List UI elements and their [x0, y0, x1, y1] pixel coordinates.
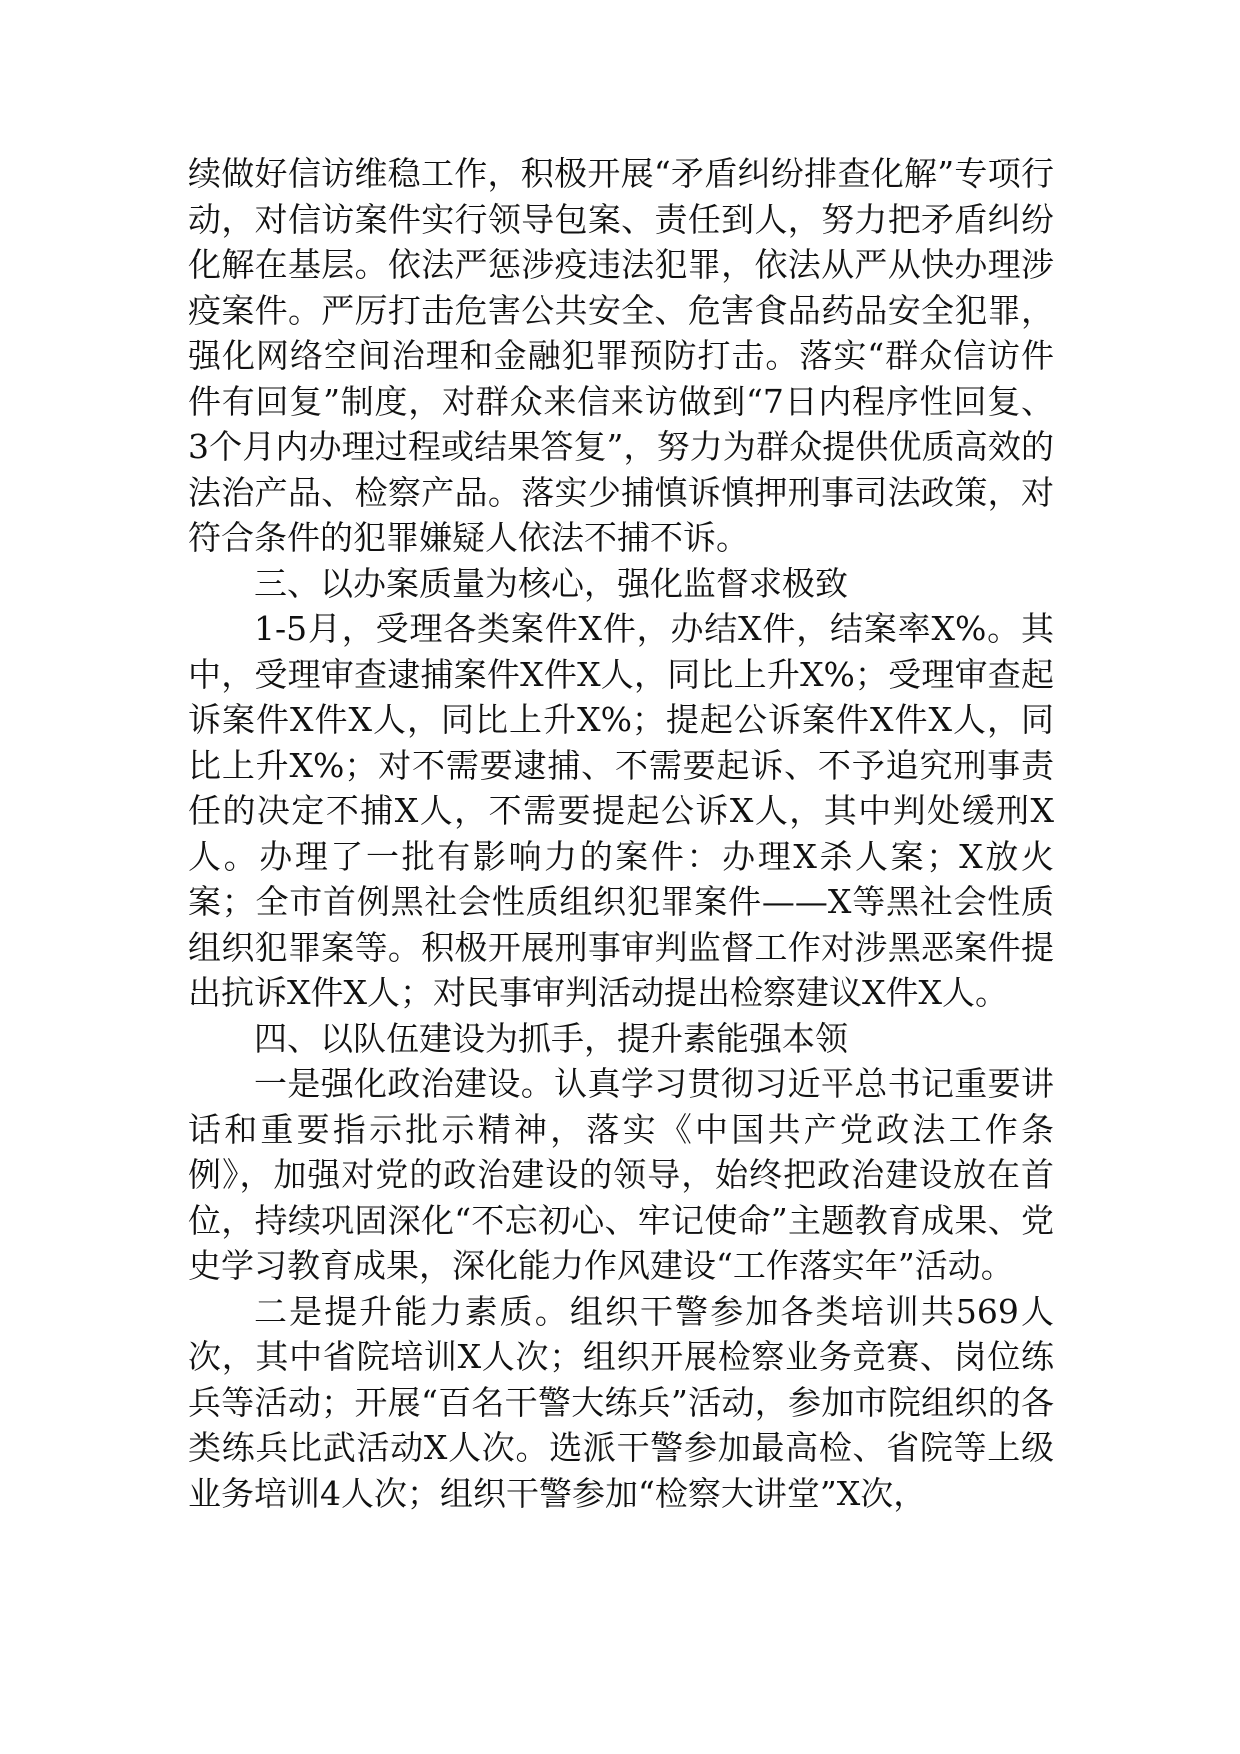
paragraph-capability-training: 二是提升能力素质。组织干警参加各类培训共569人次，其中省院培训X人次；组织开展检察业务竞赛、岗位练兵等活动；开展“百名干警大练兵”活动，参加市院组织的各类练兵比武活动X人次。选派干警参加最高检、省院等上级业务培训4人次；组织干警参加“检察大讲堂”X次，	[188, 1291, 1054, 1513]
paragraph-petition-work: 续做好信访维稳工作，积极开展“矛盾纠纷排查化解”专项行动，对信访案件实行领导包案、责任到人，努力把矛盾纠纷化解在基层。依法严惩涉疫违法犯罪，依法从严从快办理涉疫案件。严厉打击危害公共安全、危害食品药品安全犯罪，强化网络空间治理和金融犯罪预防打击。落实“群众信访件件有回复”制度，对群众来信来访做到“7日内程序性回复、3个月内办理过程或结果答复”，努力为群众提供优质高效的法治产品、检察产品。落实少捕慎诉慎押刑事司法政策，对符合条件的犯罪嫌疑人依法不捕不诉。	[188, 154, 1054, 557]
section-heading-case-quality: 三、以办案质量为核心，强化监督求极致	[254, 563, 848, 603]
section-heading-team-building: 四、以队伍建设为抓手，提升素能强本领	[254, 1018, 848, 1058]
paragraph-case-statistics: 1-5月，受理各类案件X件，办结X件，结案率X%。其中，受理审查逮捕案件X件X人，同比上升X%；受理审查起诉案件X件X人，同比上升X%；提起公诉案件X件X人，同比上升X%；对不需要逮捕、不需要起诉、不予追究刑事责任的决定不捕X人，不需要提起公诉X人，其中判处缓刑X人。办理了一批有影响力的案件：办理X杀人案；X放火案；全市首例黑社会性质组织犯罪案件——X等黑社会性质组织犯罪案等。积极开展刑事审判监督工作对涉黑恶案件提出抗诉X件X人；对民事审判活动提出检察建议X件X人。	[188, 609, 1054, 1012]
document-body	[188, 151, 1054, 1516]
paragraph-political-building: 一是强化政治建设。认真学习贯彻习近平总书记重要讲话和重要指示批示精神，落实《中国共产党政法工作条例》，加强对党的政治建设的领导，始终把政治建设放在首位，持续巩固深化“不忘初心、牢记使命”主题教育成果、党史学习教育成果，深化能力作风建设“工作落实年”活动。	[188, 1064, 1054, 1285]
